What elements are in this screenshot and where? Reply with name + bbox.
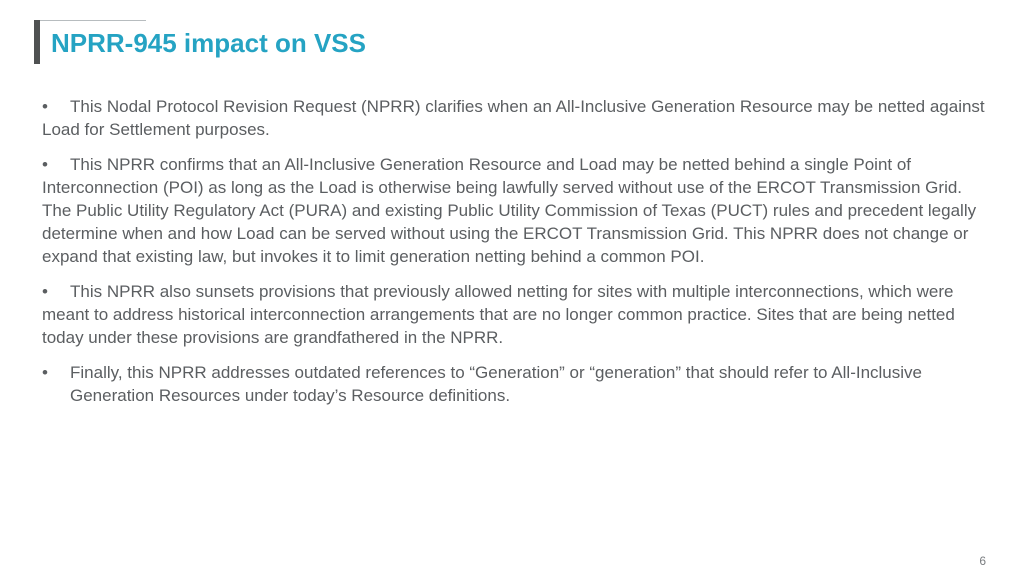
bullet-item: [42, 280, 987, 349]
bullet-dot: •: [42, 97, 48, 116]
bullet-text: This Nodal Protocol Revision Request (NPRR) clarifies when an All-Inclusive Generation Resource may be netted against Load for Settlement purposes.: [42, 97, 985, 139]
title-accent-bar: [34, 20, 40, 64]
bullet-dot: •: [42, 363, 48, 382]
bullet-dot: •: [42, 155, 48, 174]
bullet-text: This NPRR confirms that an All-Inclusive Generation Resource and Load may be netted behind a single Point of Interconnection (POI) as long as the Load is otherwise being lawfully served without use of the ERCOT Transmission Grid. The Public Utility Regulatory Act (PURA) and existing Public Utility Commission of Texas (PUCT) rules and precedent legally determine when and how Load can be served without using the ERCOT Transmission Grid. This NPRR does not change or expand that existing law, but invokes it to limit generation netting behind a common POI.: [42, 155, 977, 266]
slide-title: NPRR-945 impact on VSS: [51, 28, 366, 58]
slide-content: [42, 95, 987, 419]
bullet-text: Finally, this NPRR addresses outdated references to “Generation” or “generation” that should refer to All-Inclusive Generation Resources under today’s Resource definitions.: [70, 363, 922, 405]
bullet-dot: •: [42, 282, 48, 301]
bullet-item: [42, 95, 987, 141]
bullet-item: [42, 361, 987, 407]
page-number: 6: [979, 554, 986, 568]
bullet-item: [42, 153, 987, 268]
bullet-text: This NPRR also sunsets provisions that previously allowed netting for sites with multiple interconnections, which were meant to address historical interconnection arrangements that are no longer common practice. Sites that are being netted today under these provisions are grandfathered in the NPRR.: [42, 282, 955, 347]
title-rule: [34, 20, 146, 21]
